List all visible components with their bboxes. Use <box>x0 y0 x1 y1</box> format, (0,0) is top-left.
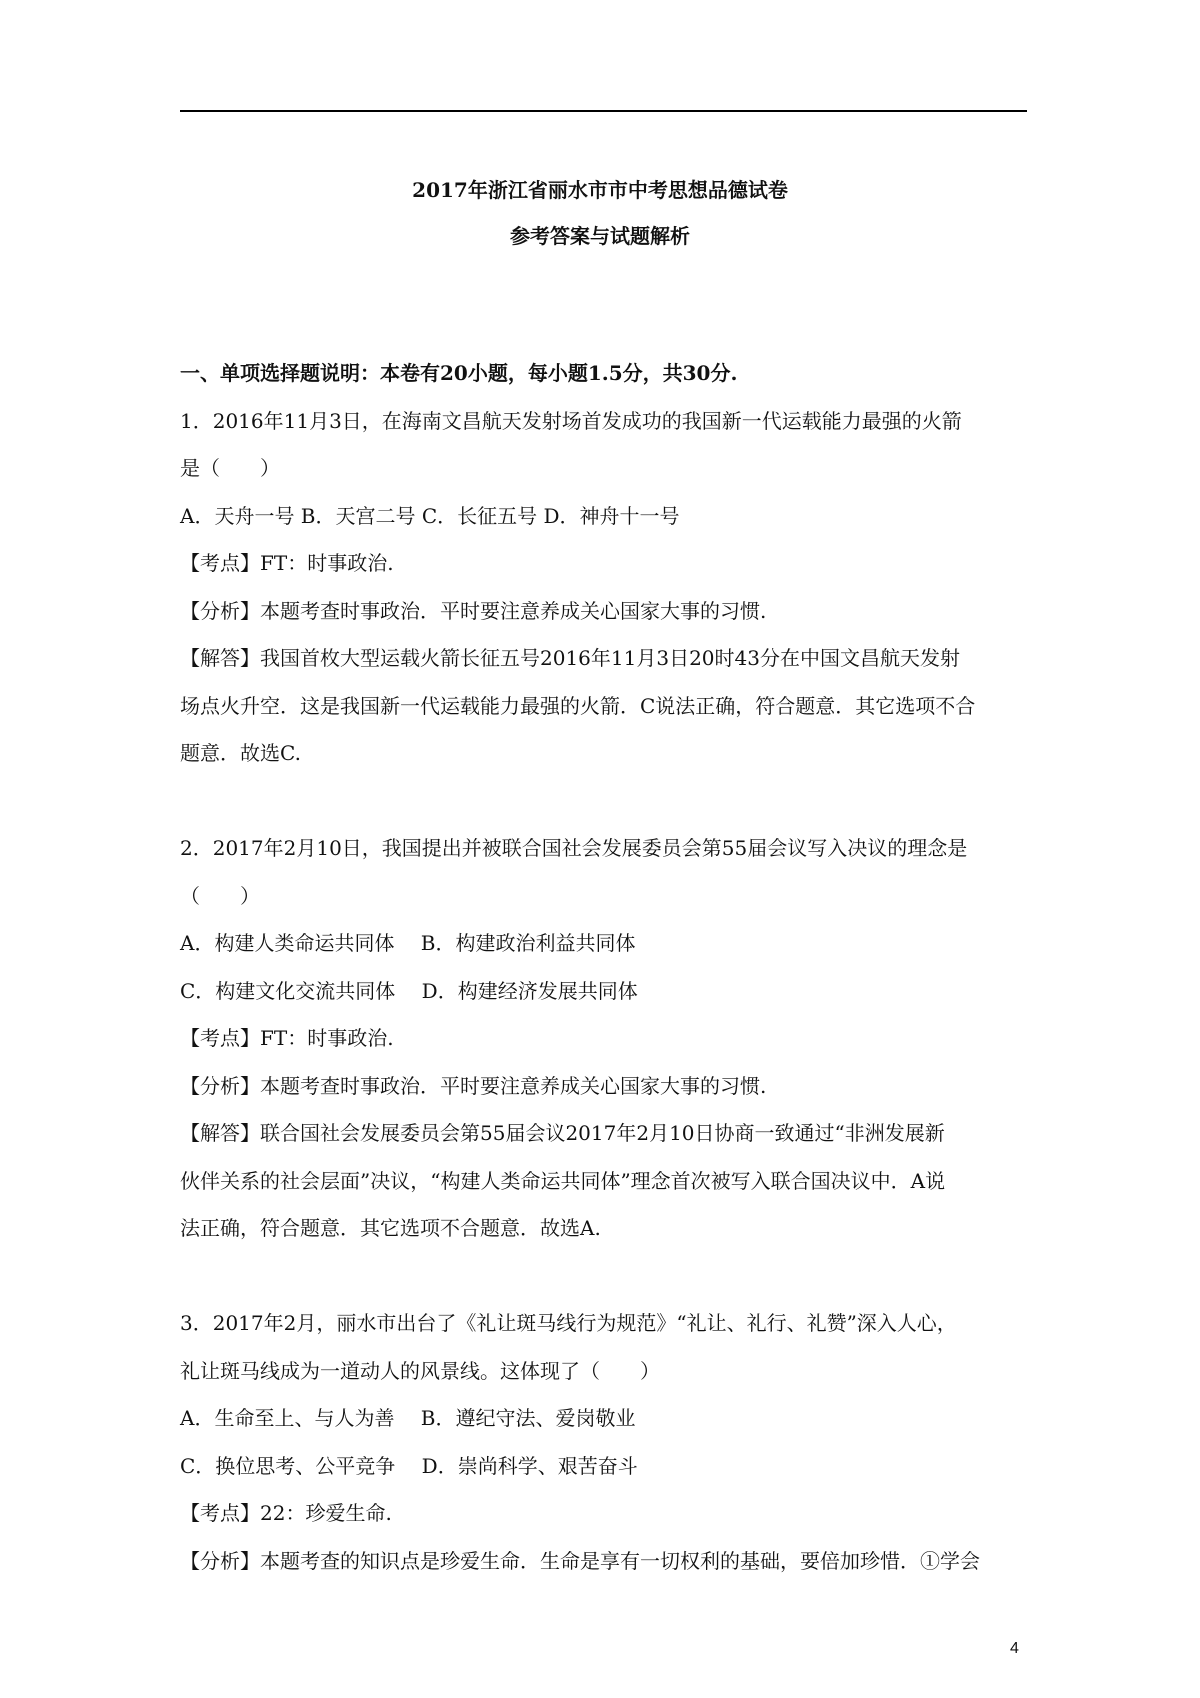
question-2 <box>180 825 1030 1253</box>
kaodian-line: 【考点】22：珍爱生命. <box>180 1501 392 1525</box>
question-stem-line: 礼让斑马线成为一道动人的风景线。这体现了（ ） <box>180 1358 660 1383</box>
fenxi-line: 【分析】本题考查的知识点是珍爱生命．生命是享有一切权利的基础，要倍加珍惜．①学会 <box>180 1548 980 1573</box>
question-options-line: C．换位思考、公平竞争 D．崇尚科学、艰苦奋斗 <box>180 1453 638 1478</box>
kaodian-line: 【考点】FT：时事政治. <box>180 1026 394 1050</box>
document-body <box>180 350 1030 1585</box>
jieda-line: 【解答】联合国社会发展委员会第55届会议2017年2月10日协商一致通过“非洲发展新 <box>180 1121 945 1145</box>
section-heading: 一、单项选择题说明：本卷有20小题，每小题1.5分，共30分. <box>180 361 738 385</box>
question-stem-line: （ ） <box>180 883 260 908</box>
jieda-line: 法正确，符合题意．其它选项不合题意．故选A. <box>180 1216 601 1240</box>
question-1 <box>180 398 1030 778</box>
question-options-line: C．构建文化交流共同体 D．构建经济发展共同体 <box>180 978 638 1003</box>
question-stem-line: 是（ ） <box>180 456 280 480</box>
question-3 <box>180 1300 1030 1585</box>
question-spacer <box>180 1253 1030 1301</box>
fenxi-line: 【分析】本题考查时事政治．平时要注意养成关心国家大事的习惯. <box>180 1073 767 1098</box>
question-stem-line: 3．2017年2月，丽水市出台了《礼让斑马线行为规范》“礼让、礼行、礼赞”深入人心， <box>180 1311 957 1335</box>
document-subtitle: 参考答案与试题解析 <box>510 224 690 248</box>
fenxi-line: 【分析】本题考查时事政治．平时要注意养成关心国家大事的习惯. <box>180 598 767 623</box>
question-options-line: A．构建人类命运共同体 B．构建政治利益共同体 <box>180 931 636 955</box>
jieda-line: 场点火升空．这是我国新一代运载能力最强的火箭．C说法正确，符合题意．其它选项不合 <box>180 693 976 718</box>
question-stem-line: 1．2016年11月3日，在海南文昌航天发射场首发成功的我国新一代运载能力最强的火箭 <box>180 408 962 433</box>
question-stem-line: 2．2017年2月10日，我国提出并被联合国社会发展委员会第55届会议写入决议的理念是 <box>180 836 968 860</box>
jieda-line: 【解答】我国首枚大型运载火箭长征五号2016年11月3日20时43分在中国文昌航天发射 <box>180 646 960 670</box>
question-options-line: A．天舟一号 B．天宫二号 C．长征五号 D．神舟十一号 <box>180 503 680 528</box>
header-rule <box>180 110 1027 112</box>
page-number: 4 <box>1010 1640 1019 1657</box>
jieda-line: 伙伴关系的社会层面”决议，“构建人类命运共同体”理念首次被写入联合国决议中．A说 <box>180 1168 946 1193</box>
question-options-line: A．生命至上、与人为善 B．遵纪守法、爱岗敬业 <box>180 1406 636 1430</box>
jieda-line: 题意．故选C. <box>180 741 301 765</box>
question-spacer <box>180 778 1030 826</box>
kaodian-line: 【考点】FT：时事政治. <box>180 551 394 575</box>
document-title: 2017年浙江省丽水市市中考思想品德试卷 <box>412 178 788 202</box>
